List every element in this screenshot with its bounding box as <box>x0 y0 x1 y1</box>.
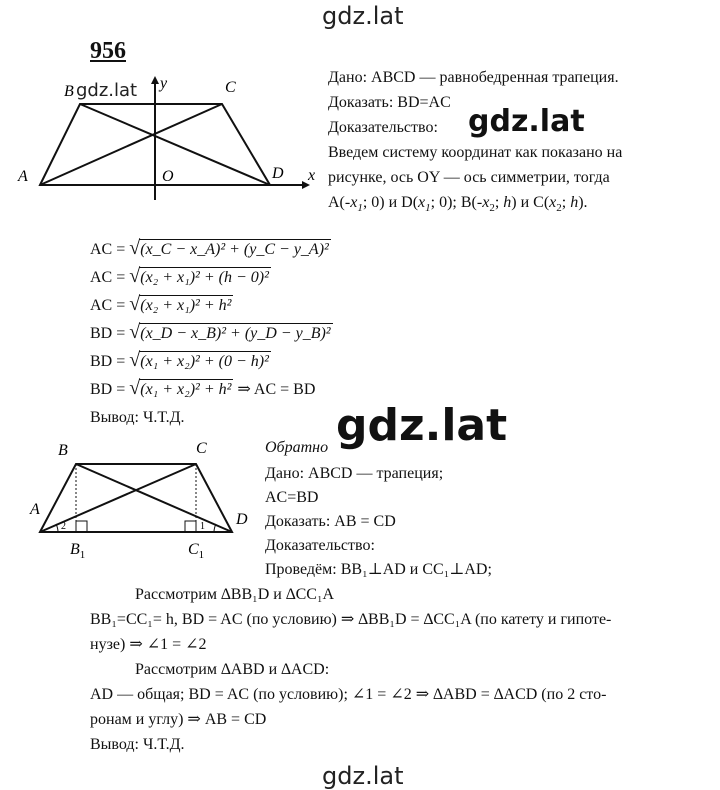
watermark-top: gdz.lat <box>322 2 404 30</box>
x-axis-label: x <box>308 167 316 184</box>
diagonal-ac <box>40 104 222 185</box>
converse-consider-2: Рассмотрим ∆ABD и ∆ACD: <box>135 661 330 678</box>
given-line: Дано: ABCD — равнобедренная трапеция. <box>328 69 619 86</box>
y-axis-arrow <box>151 76 159 84</box>
watermark-bottom: gdz.lat <box>322 762 404 790</box>
formula-bd-3: BD = √(x₁ + x₂)² + h² ⇒ AC = BD <box>90 377 316 399</box>
converse-proof-heading: Доказательство: <box>265 537 375 554</box>
right-angle-b1 <box>76 521 87 532</box>
coord-intro-line: Введем систему координат как показано на <box>328 144 623 161</box>
formula-ac-3: AC = √(x₂ + x₁)² + h² <box>90 293 232 315</box>
vertex-c-label-2: C <box>196 440 207 457</box>
converse-line-d: ронам и углу) ⇒ AB = CD <box>90 711 267 728</box>
converse-given-2: AC=BD <box>265 489 319 506</box>
angle-2-label: 2 <box>61 521 66 532</box>
conclusion-2: Вывод: Ч.Т.Д. <box>90 736 185 753</box>
vertex-d-label-2: D <box>236 511 248 528</box>
vertex-b-label: B <box>64 83 74 100</box>
origin-o-label: O <box>162 168 174 185</box>
vertex-a-label: A <box>18 168 28 185</box>
problem-number: 956 <box>90 38 126 64</box>
converse-consider-1: Рассмотрим ∆BB₁D и ∆CC₁A <box>135 586 335 603</box>
formula-ac-1: AC = √(x_C − x_A)² + (y_C − y_A)² <box>90 237 329 259</box>
converse-prove: Доказать: AB = CD <box>265 513 396 530</box>
vertex-b-label-2: B <box>58 442 68 459</box>
watermark-center: gdz.lat <box>336 400 508 451</box>
diagonal-bd-2 <box>76 464 232 532</box>
vertex-a-label-2: A <box>30 501 40 518</box>
points-coordinates: $A(-x_1$; 0) и $D(x_1$; 0); $B(-x_2$; h) и $C(x_2$; h). <box>328 194 588 215</box>
conclusion-1: Вывод: Ч.Т.Д. <box>90 409 185 426</box>
watermark-figure: gdz.lat <box>76 80 138 101</box>
right-angle-c1 <box>185 521 196 532</box>
converse-line-c: AD — общая; BD = AC (по условию); ∠1 = ∠2 ⇒ ∆ABD = ∆ACD (по 2 сто- <box>90 686 607 703</box>
foot-b1-label: $B_1$ <box>70 541 86 561</box>
converse-given-1: Дано: ABCD — трапеция; <box>265 465 444 482</box>
proof-heading: Доказательство: <box>328 119 438 136</box>
converse-title: Обратно <box>265 439 329 456</box>
formula-bd-2: BD = √(x₁ + x₂)² + (0 − h)² <box>90 349 269 371</box>
diagonal-bd <box>80 104 270 185</box>
vertex-c-label: C <box>225 79 236 96</box>
figure-trapezoid-coordinates <box>0 0 330 215</box>
formula-bd-1: BD = √(x_D − x_B)² + (y_D − y_B)² <box>90 321 331 343</box>
formula-ac-2: AC = √(x₂ + x₁)² + (h − 0)² <box>90 265 269 287</box>
foot-c1-label: $C_1$ <box>188 541 205 561</box>
figure-trapezoid-heights <box>0 430 265 565</box>
vertex-d-label: D <box>272 165 284 182</box>
y-axis-label: y <box>160 75 168 92</box>
converse-construct: Проведём: BB₁⊥AD и CC₁⊥AD; <box>265 561 492 578</box>
angle-1-label: 1 <box>200 521 205 532</box>
converse-line-b: нузе) ⇒ ∠1 = ∠2 <box>90 636 207 653</box>
symmetry-line: рисунке, ось OY — ось симметрии, тогда <box>328 169 610 186</box>
prove-line: Доказать: BD=AC <box>328 94 451 111</box>
converse-line-a: BB₁=CC₁= h, BD = AC (по условию) ⇒ ∆BB₁D = ∆CC₁A (по катету и гипоте- <box>90 611 612 628</box>
watermark-mid-right: gdz.lat <box>468 104 585 139</box>
